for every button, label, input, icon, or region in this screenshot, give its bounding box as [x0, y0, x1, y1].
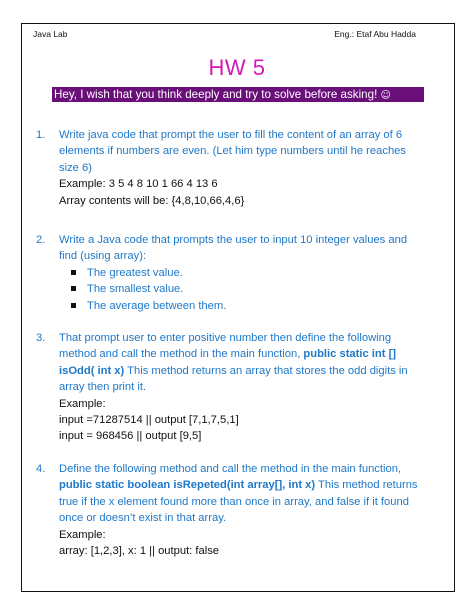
question-4: [36, 461, 426, 559]
question-example: Example: 3 5 4 8 10 1 66 4 13 6: [59, 178, 218, 191]
page-title: HW 5: [208, 55, 266, 80]
question-result: Array contents will be: {4,8,10,66,4,6}: [59, 194, 245, 207]
question-number: 4.: [36, 463, 46, 475]
question-number: 3.: [36, 332, 46, 344]
example-line: array: [1,2,3], x: 1 || output: false: [59, 545, 220, 558]
question-text: Define the following method and call the method in the main function, public static boolean isRepeted(int array[], int x) This method returns true if the x element found more than once in array, and false if it found once or doesn’t exist in that array.: [59, 463, 418, 525]
list-item: The average between them.: [59, 298, 426, 314]
question-1: [36, 127, 426, 209]
list-item: The smallest value.: [59, 281, 426, 297]
banner-text: Hey, I wish that you think deeply and try to solve before asking!: [54, 88, 381, 101]
example-line: input = 968456 || output [9,5]: [59, 430, 202, 443]
header-instructor: Eng.: Etaf Abu Hadda: [334, 29, 416, 39]
example-line: input =71287514 || output [7,1,7,5,1]: [59, 414, 239, 427]
bullet-icon: [71, 270, 76, 275]
bullet-icon: [71, 303, 76, 308]
question-text: Write java code that prompt the user to fill the content of an array of 6 elements if numbers are even. (Let him type numbers until he reaches size 6): [59, 129, 406, 174]
header-course: Java Lab: [33, 29, 68, 39]
motivation-banner: [52, 87, 424, 102]
example-label: Example:: [59, 528, 106, 541]
question-number: 1.: [36, 129, 46, 141]
question-number: 2.: [36, 234, 46, 246]
example-label: Example:: [59, 397, 106, 410]
bullet-icon: [71, 286, 76, 291]
question-3: [36, 330, 426, 445]
method-signature: public static int [] isOdd( int x): [59, 348, 397, 377]
question-2: [36, 232, 426, 314]
list-item: The greatest value.: [59, 265, 426, 281]
question-text: That prompt user to enter positive number then define the following method and call the method in the main function, public static int [] isOdd( int x) This method returns an array that stores the odd digits in array then print it.: [59, 332, 408, 394]
smiley-icon: ☺: [380, 90, 391, 101]
method-signature: public static boolean isRepeted(int array[], int x): [59, 479, 316, 492]
question-text: Write a Java code that prompts the user to input 10 integer values and find (using array):: [59, 234, 408, 263]
requirements-list: [59, 265, 426, 314]
